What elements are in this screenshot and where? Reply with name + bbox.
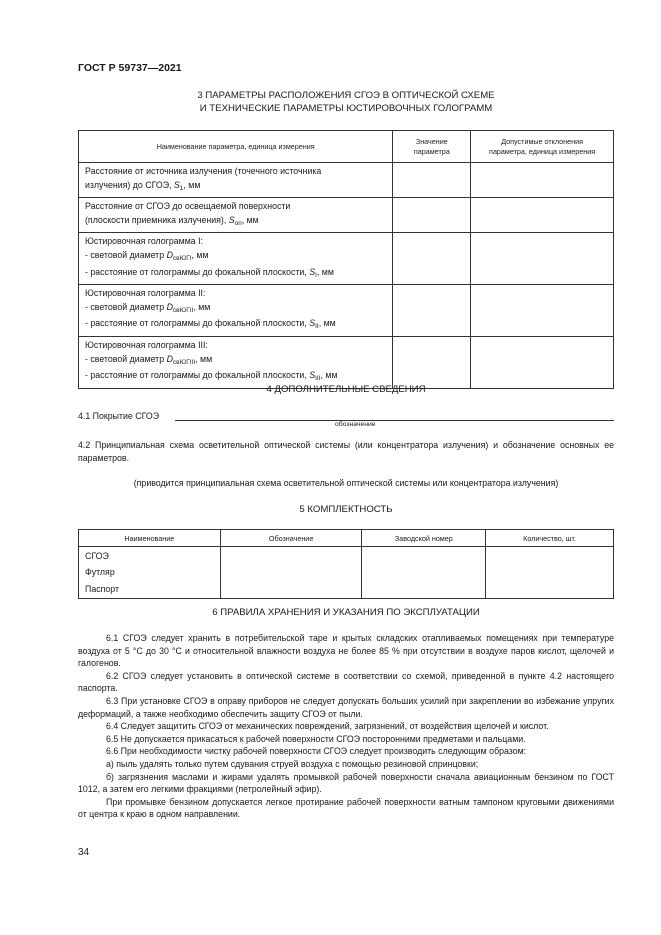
tolerance-cell [471, 285, 614, 337]
section-3-title-line-2: И ТЕХНИЧЕСКИЕ ПАРАМЕТРЫ ЮСТИРОВОЧНЫХ ГОЛОГРАММ [199, 103, 493, 114]
value-cell [393, 285, 471, 337]
value-cell [393, 233, 471, 285]
page-number: 34 [78, 847, 90, 858]
items-cell [79, 547, 221, 599]
col-header-serial: Заводской номер [362, 530, 486, 547]
table-header-row [79, 131, 614, 163]
paragraph-6-6-b: б) загрязнения маслами и жирами удалять промывкой рабочей поверхности сначала авиационным бензином по ГОСТ 1012, а затем его легкими фракциями (петролейный эфир). [78, 771, 614, 795]
tolerance-cell [471, 336, 614, 388]
table-row [79, 198, 614, 233]
paragraph-6-2: 6.2 СГОЭ следует установить в оптической системе в соответствии со схемой, приведенной в пункте 4.2 настоящего паспорта. [78, 670, 614, 694]
table-row [79, 547, 614, 599]
value-cell [393, 336, 471, 388]
table-row [79, 163, 614, 198]
table-row [79, 233, 614, 285]
param-cell: Расстояние от СГОЭ до освещаемой поверхности (плоскости приемника излучения), $S_{оп}$, мм [79, 198, 393, 233]
param-cell: Юстировочная голограмма II: - световой диаметр $D_{свЮГII}$, мм - расстояние от голограммы до фокальной плоскости, $S_{II}$, мм [79, 285, 393, 337]
col-header-value: Значение параметра [393, 131, 471, 163]
coating-fill-line [175, 420, 614, 421]
col-header-parameter: Наименование параметра, единица измерения [79, 131, 393, 163]
coating-caption: обозначение [335, 421, 376, 428]
paragraph-6-5: 6.5 Не допускается прикасаться к рабочей поверхности СГОЭ посторонними предметами и пальцами. [106, 733, 526, 744]
table-row [79, 285, 614, 337]
col-header-name: Наименование [79, 530, 221, 547]
section-3-title [78, 89, 614, 115]
section-6-title: 6 ПРАВИЛА ХРАНЕНИЯ И УКАЗАНИЯ ПО ЭКСПЛУАТАЦИИ [212, 607, 480, 618]
tolerance-cell [471, 163, 614, 198]
param-cell: Юстировочная голограмма III: - световой диаметр $D_{свЮГIII}$, мм - расстояние от голограммы до фокальной плоскости, $S_{III}$, мм [79, 336, 393, 388]
paragraph-final: При промывке бензином допускается легкое протирание рабочей поверхности ватным тампоном круговыми движениями от центра к краю в одном направлении. [78, 796, 614, 820]
list-item: СГОЭ [85, 551, 109, 561]
paragraph-6-6: 6.6 При необходимости чистку рабочей поверхности СГОЭ следует производить следующим образом: [106, 746, 527, 757]
document-header: ГОСТ Р 59737—2021 [78, 62, 182, 74]
list-item: Футляр [85, 567, 115, 578]
col-header-tolerance: Допустимые отклонения параметра, единица измерения [471, 131, 614, 163]
param-cell: Юстировочная голограмма I: - световой диаметр $D_{свЮГI}$, мм - расстояние от голограммы до фокальной плоскости, $S_I$, мм [79, 233, 393, 285]
section-3-title-line-1: 3 ПАРАМЕТРЫ РАСПОЛОЖЕНИЯ СГОЭ В ОПТИЧЕСКОЙ СХЕМЕ [197, 90, 495, 101]
parameters-table [78, 130, 614, 389]
section-4-title: 4 ДОПОЛНИТЕЛЬНЫЕ СВЕДЕНИЯ [266, 384, 426, 395]
quantity-cell [486, 547, 614, 599]
serial-cell [362, 547, 486, 599]
table-row [79, 336, 614, 388]
value-cell [393, 198, 471, 233]
tolerance-cell [471, 198, 614, 233]
col-header-quantity: Количество, шт. [486, 530, 614, 547]
completeness-table [78, 529, 614, 599]
paragraph-6-6-a: а) пыль удалять только путем сдувания струей воздуха с помощью резиновой спринцовки; [106, 758, 479, 769]
tolerance-cell [471, 233, 614, 285]
designation-cell [220, 547, 362, 599]
table-header-row [79, 530, 614, 547]
paragraph-6-3: 6.3 При установке СГОЭ в оправу приборов не следует допускать больших усилий при закреплении во избежание упругих деформаций, а также необходимо обеспечить защиту СГОЭ от пыли. [78, 695, 614, 719]
paragraph-6-1: 6.1 СГОЭ следует хранить в потребительской таре и крытых складских отапливаемых помещениях при температуре воздуха от 5 °С до 30 °С и относительной влажности воздуха не более 85 % при отсутствии в воздухе паров кислот, щелочей и галогенов. [78, 633, 614, 669]
col-header-designation: Обозначение [220, 530, 362, 547]
section-5-title: 5 КОМПЛЕКТНОСТЬ [299, 504, 393, 515]
list-item: Паспорт [85, 583, 119, 594]
section-6-body [78, 632, 614, 821]
coating-label: 4.1 Покрытие СГОЭ [78, 411, 160, 421]
paragraph-4-2: 4.2 Принципиальная схема осветительной оптической системы (или концентратора излучения) и обозначение основных ее параметров. [78, 440, 614, 463]
scheme-note: (приводится принципиальная схема осветительной оптической системы или концентратора излучения) [133, 478, 559, 488]
paragraph-6-4: 6.4 Следует защитить СГОЭ от механических повреждений, загрязнений, от воздействия щелочей и кислот. [106, 721, 549, 732]
value-cell [393, 163, 471, 198]
param-cell: Расстояние от источника излучения (точечного источника излучения) до СГОЭ, $S_1$, мм [79, 163, 393, 198]
